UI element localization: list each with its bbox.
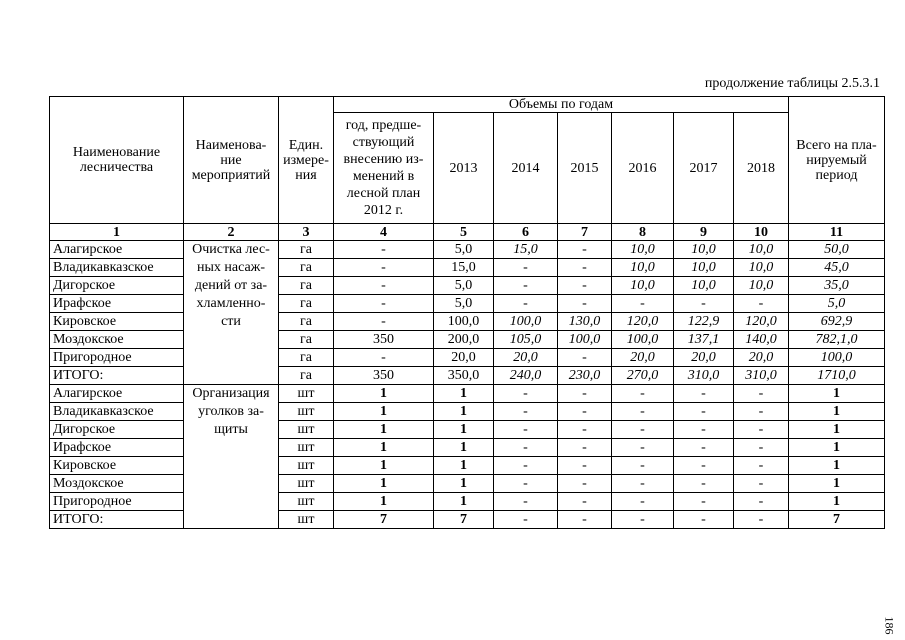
value-cell: 1 — [434, 403, 494, 421]
value-cell: 1 — [434, 475, 494, 493]
value-cell: - — [612, 385, 674, 403]
forestry-name-cell: Моздокское — [50, 331, 184, 349]
value-cell: 1 — [789, 493, 885, 511]
forestry-name-cell: ИТОГО: — [50, 367, 184, 385]
value-cell: 10,0 — [734, 259, 789, 277]
value-cell: - — [494, 457, 558, 475]
header-2015: 2015 — [558, 113, 612, 224]
value-cell: 15,0 — [434, 259, 494, 277]
unit-cell: шт — [279, 475, 334, 493]
value-cell: 1 — [434, 457, 494, 475]
value-cell: 5,0 — [434, 241, 494, 259]
unit-cell: шт — [279, 511, 334, 529]
value-cell: 1 — [789, 439, 885, 457]
value-cell: - — [674, 457, 734, 475]
value-cell: - — [734, 457, 789, 475]
value-cell: 137,1 — [674, 331, 734, 349]
forestry-name-cell: Пригородное — [50, 493, 184, 511]
col-number: 6 — [494, 224, 558, 241]
value-cell: - — [612, 475, 674, 493]
table-row — [50, 493, 885, 511]
value-cell: 310,0 — [674, 367, 734, 385]
col-number: 7 — [558, 224, 612, 241]
value-cell: - — [494, 439, 558, 457]
col-number: 1 — [50, 224, 184, 241]
value-cell: 1 — [334, 439, 434, 457]
forestry-name-cell: Владикавказское — [50, 403, 184, 421]
value-cell: - — [612, 403, 674, 421]
value-cell: 20,0 — [434, 349, 494, 367]
value-cell: - — [734, 475, 789, 493]
value-cell: 20,0 — [734, 349, 789, 367]
value-cell: 350,0 — [434, 367, 494, 385]
forestry-table — [49, 96, 885, 529]
header-2013: 2013 — [434, 113, 494, 224]
group-cleanup — [50, 241, 885, 385]
value-cell: 1 — [789, 457, 885, 475]
value-cell: 7 — [434, 511, 494, 529]
col-number: 9 — [674, 224, 734, 241]
forestry-name-cell: Дигорское — [50, 277, 184, 295]
table-row — [50, 475, 885, 493]
value-cell: - — [674, 475, 734, 493]
value-cell: 1 — [434, 385, 494, 403]
value-cell: 10,0 — [612, 241, 674, 259]
table-wrapper — [49, 96, 885, 529]
value-cell: - — [494, 403, 558, 421]
unit-cell: шт — [279, 493, 334, 511]
unit-cell: га — [279, 331, 334, 349]
value-cell: - — [612, 493, 674, 511]
value-cell: 350 — [334, 367, 434, 385]
unit-cell: га — [279, 241, 334, 259]
forestry-name-cell: Алагирское — [50, 241, 184, 259]
forestry-name-cell: Владикавказское — [50, 259, 184, 277]
table-row — [50, 439, 885, 457]
value-cell: 1 — [334, 385, 434, 403]
value-cell: 1710,0 — [789, 367, 885, 385]
value-cell: 10,0 — [734, 277, 789, 295]
col-number: 5 — [434, 224, 494, 241]
value-cell: - — [558, 349, 612, 367]
value-cell: 310,0 — [734, 367, 789, 385]
forestry-name-cell: Алагирское — [50, 385, 184, 403]
value-cell: - — [734, 385, 789, 403]
value-cell: - — [494, 421, 558, 439]
header-2014: 2014 — [494, 113, 558, 224]
value-cell: - — [558, 277, 612, 295]
value-cell: - — [558, 385, 612, 403]
forestry-name-cell: Пригородное — [50, 349, 184, 367]
table-row — [50, 259, 885, 277]
value-cell: - — [612, 457, 674, 475]
value-cell: - — [674, 385, 734, 403]
forestry-name-cell: Ирафское — [50, 439, 184, 457]
table-row — [50, 277, 885, 295]
measure-cell: Очистка лес-ных насаж-дений от за-хламленно-сти — [184, 241, 279, 385]
col-number: 4 — [334, 224, 434, 241]
value-cell: 45,0 — [789, 259, 885, 277]
value-cell: - — [494, 259, 558, 277]
unit-cell: шт — [279, 403, 334, 421]
value-cell: 1 — [789, 475, 885, 493]
value-cell: - — [612, 421, 674, 439]
value-cell: - — [734, 439, 789, 457]
value-cell: - — [334, 295, 434, 313]
forestry-name-cell: ИТОГО: — [50, 511, 184, 529]
value-cell: 10,0 — [612, 277, 674, 295]
value-cell: - — [612, 439, 674, 457]
value-cell: 140,0 — [734, 331, 789, 349]
value-cell: 1 — [789, 403, 885, 421]
value-cell: 1 — [434, 493, 494, 511]
value-cell: - — [334, 277, 434, 295]
value-cell: 100,0 — [558, 331, 612, 349]
unit-cell: шт — [279, 457, 334, 475]
table-caption: продолжение таблицы 2.5.3.1 — [704, 76, 880, 91]
value-cell: 15,0 — [494, 241, 558, 259]
header-volumes: Объемы по годам — [334, 97, 789, 113]
value-cell: 270,0 — [612, 367, 674, 385]
unit-cell: га — [279, 295, 334, 313]
table-row — [50, 385, 885, 403]
value-cell: 1 — [334, 475, 434, 493]
table-row — [50, 403, 885, 421]
value-cell: 50,0 — [789, 241, 885, 259]
value-cell: 1 — [334, 403, 434, 421]
forestry-name-cell: Кировское — [50, 313, 184, 331]
value-cell: 1 — [434, 421, 494, 439]
value-cell: - — [494, 277, 558, 295]
unit-cell: га — [279, 349, 334, 367]
group-corners — [50, 385, 885, 529]
value-cell: - — [558, 475, 612, 493]
value-cell: - — [494, 475, 558, 493]
value-cell: 240,0 — [494, 367, 558, 385]
value-cell: 1 — [334, 421, 434, 439]
value-cell: 100,0 — [434, 313, 494, 331]
value-cell: 7 — [334, 511, 434, 529]
value-cell: 10,0 — [674, 241, 734, 259]
table-row — [50, 295, 885, 313]
value-cell: 20,0 — [494, 349, 558, 367]
value-cell: - — [334, 259, 434, 277]
value-cell: - — [558, 259, 612, 277]
value-cell: 1 — [789, 385, 885, 403]
value-cell: 230,0 — [558, 367, 612, 385]
forestry-name-cell: Дигорское — [50, 421, 184, 439]
value-cell: - — [494, 385, 558, 403]
value-cell: - — [734, 403, 789, 421]
value-cell: 10,0 — [734, 241, 789, 259]
table-row — [50, 421, 885, 439]
value-cell: - — [558, 493, 612, 511]
header-unit: Един. измере-ния — [279, 97, 334, 224]
header-2016: 2016 — [612, 113, 674, 224]
table-row — [50, 457, 885, 475]
value-cell: - — [612, 511, 674, 529]
table-row — [50, 511, 885, 529]
value-cell: - — [558, 403, 612, 421]
value-cell: 100,0 — [494, 313, 558, 331]
value-cell: 10,0 — [612, 259, 674, 277]
unit-cell: шт — [279, 421, 334, 439]
value-cell: - — [558, 439, 612, 457]
value-cell: - — [494, 493, 558, 511]
value-cell: 120,0 — [612, 313, 674, 331]
value-cell: - — [734, 421, 789, 439]
value-cell: - — [558, 457, 612, 475]
value-cell: - — [558, 421, 612, 439]
col-number: 10 — [734, 224, 789, 241]
forestry-name-cell: Кировское — [50, 457, 184, 475]
table-row — [50, 241, 885, 259]
header-total: Всего на пла-нируемый период — [789, 97, 885, 224]
value-cell: 130,0 — [558, 313, 612, 331]
header-2017: 2017 — [674, 113, 734, 224]
header-prev-year: год, предше-ствующий внесению из-менений в лесной план 2012 г. — [334, 113, 434, 224]
header-measure: Наименова-ние мероприятий — [184, 97, 279, 224]
value-cell: 1 — [789, 421, 885, 439]
value-cell: - — [674, 421, 734, 439]
col-number: 11 — [789, 224, 885, 241]
value-cell: 200,0 — [434, 331, 494, 349]
value-cell: 5,0 — [789, 295, 885, 313]
value-cell: 35,0 — [789, 277, 885, 295]
measure-cell: Организация уголков за-щиты — [184, 385, 279, 529]
value-cell: 350 — [334, 331, 434, 349]
unit-cell: шт — [279, 439, 334, 457]
page-number: 186 — [882, 616, 897, 635]
value-cell: 100,0 — [789, 349, 885, 367]
value-cell: 105,0 — [494, 331, 558, 349]
column-number-row — [50, 224, 885, 241]
value-cell: - — [494, 295, 558, 313]
value-cell: 782,1,0 — [789, 331, 885, 349]
value-cell: - — [674, 295, 734, 313]
value-cell: - — [734, 295, 789, 313]
value-cell: 1 — [334, 493, 434, 511]
table-row — [50, 349, 885, 367]
table-row — [50, 367, 885, 385]
value-cell: 692,9 — [789, 313, 885, 331]
value-cell: - — [734, 511, 789, 529]
forestry-name-cell: Моздокское — [50, 475, 184, 493]
value-cell: 5,0 — [434, 295, 494, 313]
col-number: 8 — [612, 224, 674, 241]
value-cell: - — [334, 313, 434, 331]
value-cell: 20,0 — [674, 349, 734, 367]
value-cell: - — [334, 241, 434, 259]
unit-cell: га — [279, 313, 334, 331]
value-cell: 10,0 — [674, 277, 734, 295]
value-cell: - — [334, 349, 434, 367]
value-cell: - — [674, 493, 734, 511]
value-cell: - — [674, 403, 734, 421]
value-cell: 1 — [434, 439, 494, 457]
value-cell: - — [674, 511, 734, 529]
unit-cell: га — [279, 259, 334, 277]
value-cell: - — [674, 439, 734, 457]
unit-cell: га — [279, 277, 334, 295]
value-cell: 1 — [334, 457, 434, 475]
table-row — [50, 331, 885, 349]
value-cell: - — [558, 241, 612, 259]
value-cell: 122,9 — [674, 313, 734, 331]
value-cell: 5,0 — [434, 277, 494, 295]
value-cell: - — [734, 493, 789, 511]
value-cell: 20,0 — [612, 349, 674, 367]
header-name: Наименование лесничества — [50, 97, 184, 224]
header-2018: 2018 — [734, 113, 789, 224]
value-cell: - — [558, 511, 612, 529]
unit-cell: шт — [279, 385, 334, 403]
col-number: 3 — [279, 224, 334, 241]
value-cell: 10,0 — [674, 259, 734, 277]
forestry-name-cell: Ирафское — [50, 295, 184, 313]
value-cell: - — [612, 295, 674, 313]
value-cell: 7 — [789, 511, 885, 529]
value-cell: - — [558, 295, 612, 313]
value-cell: 100,0 — [612, 331, 674, 349]
col-number: 2 — [184, 224, 279, 241]
value-cell: 120,0 — [734, 313, 789, 331]
unit-cell: га — [279, 367, 334, 385]
table-row — [50, 313, 885, 331]
value-cell: - — [494, 511, 558, 529]
